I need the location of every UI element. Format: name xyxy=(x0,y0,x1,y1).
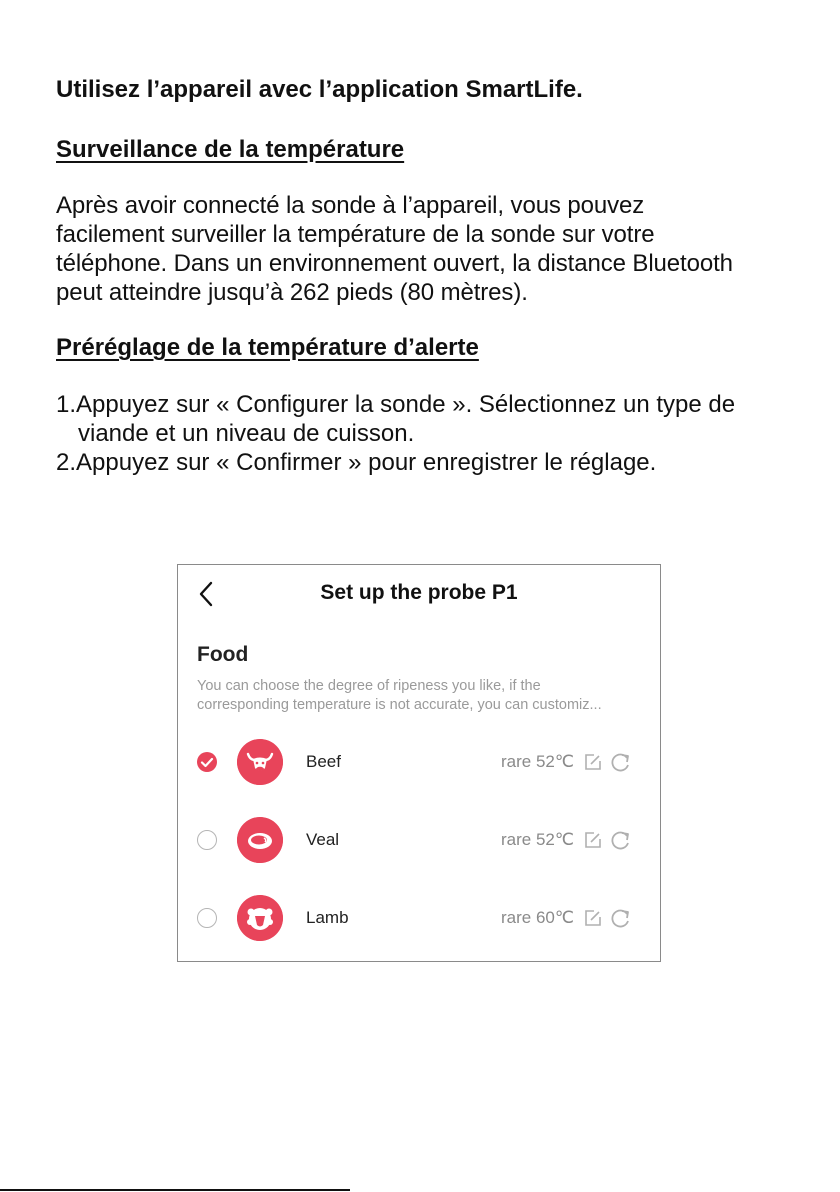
unchecked-radio-icon[interactable] xyxy=(197,908,217,928)
instruction-step-1 xyxy=(56,390,735,448)
paragraph-line: Après avoir connecté la sonde à l’appareil, vous pouvez xyxy=(56,192,645,219)
step-1-line-2: viande et un niveau de cuisson. xyxy=(78,420,415,447)
reset-icon[interactable] xyxy=(610,908,632,928)
app-screenshot-panel xyxy=(177,564,661,962)
step-1-line-1: 1.Appuyez sur « Configurer la sonde ». Sélectionnez un type de xyxy=(56,391,736,418)
page-footer-rule xyxy=(0,1189,350,1191)
food-item-lamb[interactable] xyxy=(178,893,660,945)
lamb-head-icon xyxy=(237,895,283,941)
food-name: Beef xyxy=(306,752,341,771)
food-item-veal[interactable] xyxy=(178,815,660,867)
food-name: Veal xyxy=(306,830,340,849)
edit-icon[interactable] xyxy=(584,753,602,771)
doneness-temperature: rare 52℃ xyxy=(501,752,574,771)
doneness-temperature: rare 52℃ xyxy=(501,830,574,849)
edit-icon[interactable] xyxy=(584,909,602,927)
instruction-step-2: 2.Appuyez sur « Confirmer » pour enregistrer le réglage. xyxy=(56,449,657,476)
unchecked-radio-icon[interactable] xyxy=(197,830,217,850)
description-line: corresponding temperature is not accurate, you can customiz... xyxy=(197,697,602,713)
food-description xyxy=(197,677,647,715)
food-section-title: Food xyxy=(197,643,249,666)
document-title: Utilisez l’appareil avec l’application SmartLife. xyxy=(56,76,583,103)
bull-head-icon xyxy=(237,739,283,785)
description-line: You can choose the degree of ripeness you like, if the xyxy=(197,678,541,694)
checked-radio-icon[interactable] xyxy=(197,752,217,772)
screen-title: Set up the probe P1 xyxy=(320,581,518,604)
paragraph-line: peut atteindre jusqu’à 262 pieds (80 mètres). xyxy=(56,279,528,306)
paragraph-line: téléphone. Dans un environnement ouvert, la distance Bluetooth xyxy=(56,250,733,277)
monitoring-paragraph xyxy=(56,191,838,307)
section-heading-monitoring: Surveillance de la température xyxy=(56,136,405,163)
reset-icon[interactable] xyxy=(610,830,632,850)
food-name: Lamb xyxy=(306,908,349,927)
steak-icon xyxy=(237,817,283,863)
food-item-beef[interactable] xyxy=(178,737,660,789)
edit-icon[interactable] xyxy=(584,831,602,849)
reset-icon[interactable] xyxy=(610,752,632,772)
section-heading-alert-preset: Préréglage de la température d’alerte xyxy=(56,334,479,361)
doneness-temperature: rare 60℃ xyxy=(501,908,574,927)
paragraph-line: facilement surveiller la température de la sonde sur votre xyxy=(56,221,655,248)
